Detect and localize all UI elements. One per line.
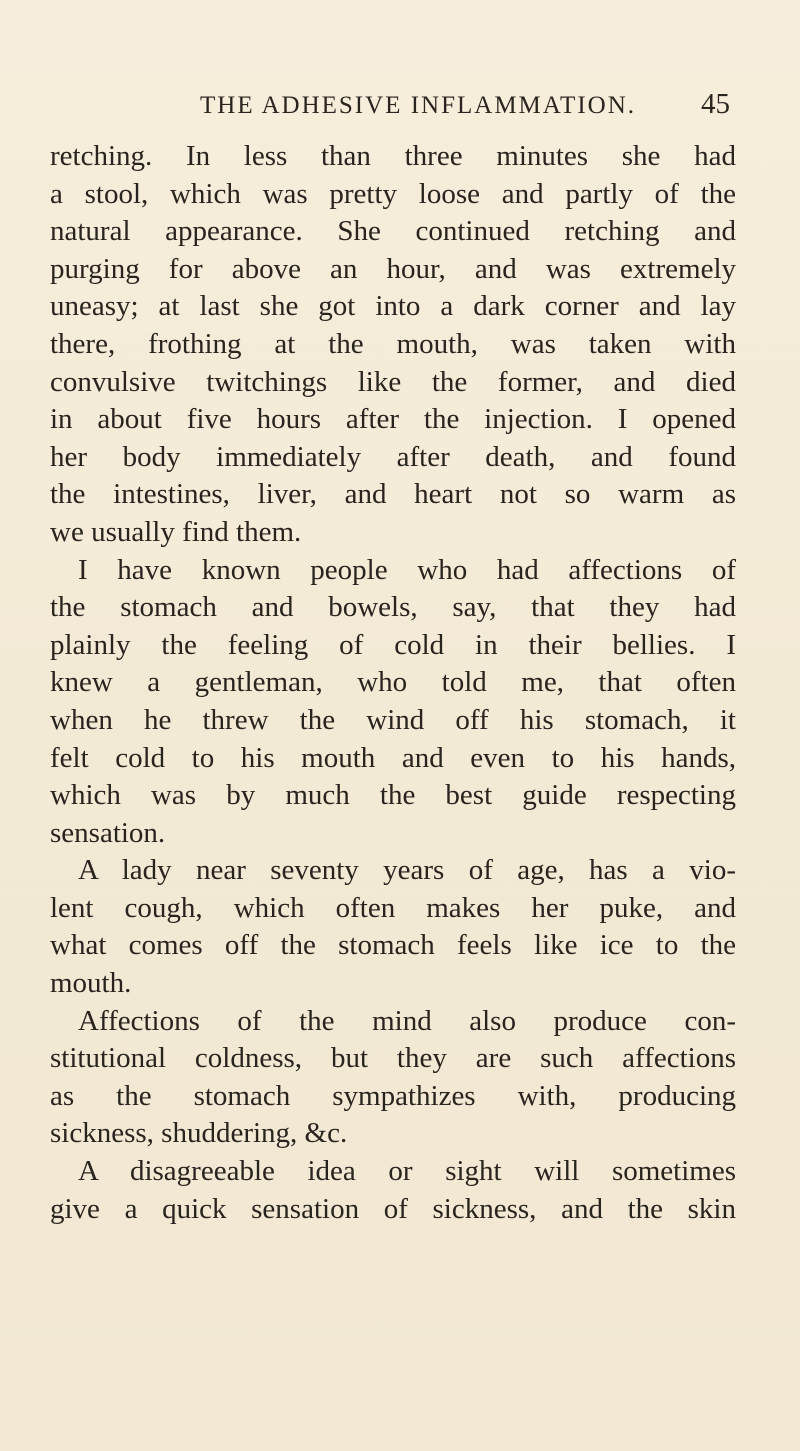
text-line: we usually find them. <box>50 515 302 548</box>
text-line: sensation. <box>50 816 166 849</box>
page-number: 45 <box>701 88 730 120</box>
text-line: retching. In less than three minutes she had <box>50 140 736 172</box>
text-line: purging for above an hour, and was extremely <box>50 252 736 285</box>
text-line: the intestines, liver, and heart not so warm as <box>50 478 736 511</box>
text-line: what comes off the stomach feels like ice to the <box>50 929 736 962</box>
paragraph-first-line: A disagreeable idea or sight will sometimes <box>78 1155 736 1188</box>
text-line: knew a gentleman, who told me, that often <box>50 666 736 699</box>
paragraph-first-line: I have known people who had affections of <box>78 553 736 586</box>
text-line: as the stomach sympathizes with, producing <box>50 1079 736 1112</box>
text-line: the stomach and bowels, say, that they had <box>50 591 736 624</box>
text-line: stitutional coldness, but they are such affections <box>50 1042 736 1075</box>
text-line: there, frothing at the mouth, was taken with <box>50 327 736 360</box>
paragraph-first-line: A lady near seventy years of age, has a vio- <box>78 854 736 887</box>
text-line: plainly the feeling of cold in their bellies. I <box>50 628 736 661</box>
text-line: which was by much the best guide respecting <box>50 779 736 812</box>
text-line: uneasy; at last she got into a dark corner and lay <box>50 290 736 323</box>
page-header <box>200 88 730 128</box>
text-line: her body immediately after death, and found <box>50 440 736 473</box>
text-line: mouth. <box>50 967 132 1000</box>
running-head: THE ADHESIVE INFLAMMATION. <box>200 92 637 119</box>
text-line: give a quick sensation of sickness, and the skin <box>50 1192 736 1225</box>
text-line: when he threw the wind off his stomach, it <box>50 703 736 736</box>
text-line: sickness, shuddering, &c. <box>50 1117 348 1150</box>
text-line: in about five hours after the injection. I opened <box>50 403 736 436</box>
text-line: natural appearance. She continued retching and <box>50 215 736 248</box>
body-text <box>50 138 736 1228</box>
text-line: felt cold to his mouth and even to his hands, <box>50 741 736 774</box>
paragraph-first-line: Affections of the mind also produce con- <box>78 1004 736 1037</box>
text-line: lent cough, which often makes her puke, and <box>50 891 736 924</box>
text-line: convulsive twitchings like the former, and died <box>50 365 736 398</box>
text-line: a stool, which was pretty loose and partly of the <box>50 177 736 210</box>
